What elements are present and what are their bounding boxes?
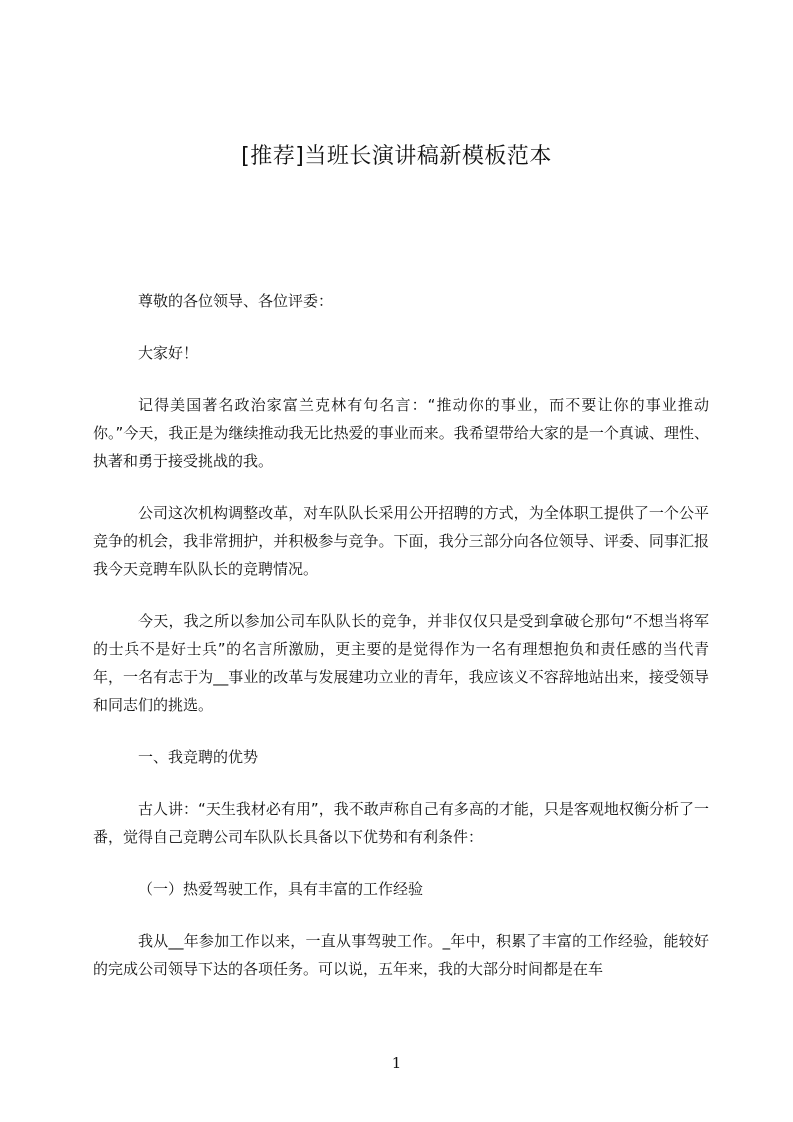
- document-body: [93, 287, 709, 1007]
- section-heading: 一、我竞聘的优势: [138, 748, 259, 766]
- paragraph: 古人讲：“天生我材必有用”，我不敢声称自己有多高的才能，只是客观地权衡分析了一番，觉得自己竞聘公司车队队长具备以下优势和有利条件：: [93, 800, 709, 846]
- paragraph: 我从__年参加工作以来，一直从事驾驶工作。_年中，积累了丰富的工作经验，能较好的完成公司领导下达的各项任务。可以说，五年来，我的大部分时间都是在车: [93, 932, 709, 978]
- paragraph: 今天，我之所以参加公司车队队长的竞争，并非仅仅只是受到拿破仑那句“不想当将军的士兵不是好士兵”的名言所激励，更主要的是觉得作为一名有理想抱负和责任感的当代青年，一名有志于为__事业的改革与发展建功立业的青年，我应该义不容辞地站出来，接受领导和同志们的挑选。: [93, 612, 709, 714]
- paragraph: 记得美国著名政治家富兰克林有句名言：“推动你的事业，而不要让你的事业推动你。”今天，我正是为继续推动我无比热爱的事业而来。我希望带给大家的是一个真诚、理性、执著和勇于接受挑战的我。: [93, 396, 709, 470]
- document-title: [推荐]当班长演讲稿新模板范本: [241, 144, 552, 169]
- paragraph: 公司这次机构调整改革，对车队队长采用公开招聘的方式，为全体职工提供了一个公平竞争的机会，我非常拥护，并积极参与竞争。下面，我分三部分向各位领导、评委、同事汇报我今天竞聘车队队长的竞聘情况。: [93, 504, 709, 578]
- salutation: 尊敬的各位领导、各位评委：: [138, 292, 334, 310]
- greeting: 大家好！: [138, 344, 199, 362]
- page-number: 1: [391, 1054, 402, 1072]
- subsection-heading: （一）热爱驾驶工作，具有丰富的工作经验: [138, 880, 424, 898]
